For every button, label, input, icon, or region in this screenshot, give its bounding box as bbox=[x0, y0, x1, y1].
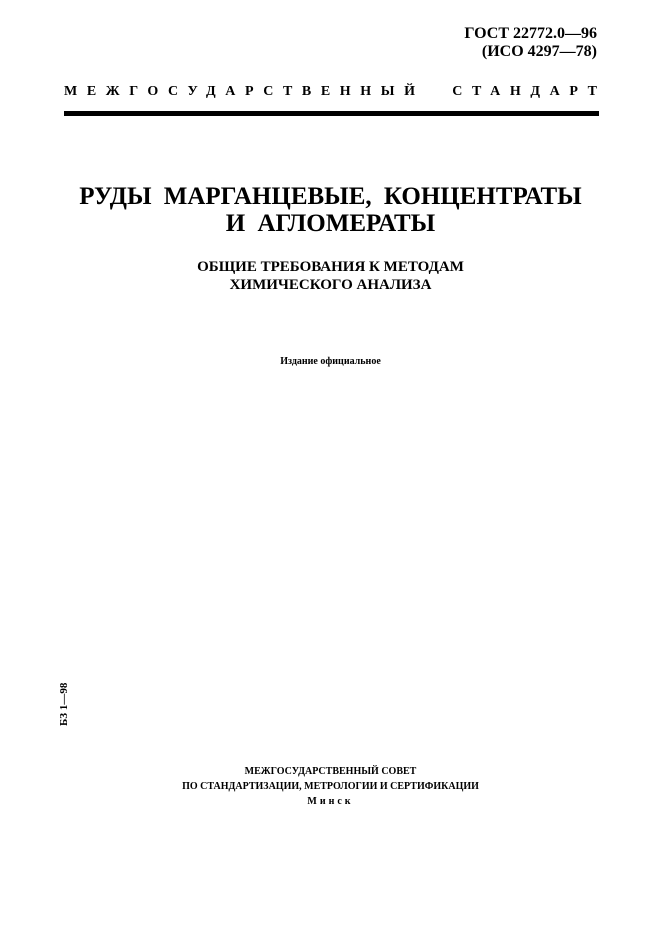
title-line-2: И АГЛОМЕРАТЫ bbox=[225, 210, 436, 237]
publisher-city: Минск bbox=[307, 796, 354, 807]
standard-type-label bbox=[64, 84, 607, 100]
iso-number: (ИСО 4297—78) bbox=[481, 43, 597, 60]
standard-type-word2: СТАНДАРТ bbox=[452, 84, 607, 99]
header-rule bbox=[64, 111, 599, 116]
subtitle-line-2: ХИМИЧЕСКОГО АНАЛИЗА bbox=[229, 277, 432, 293]
publisher-line-2: ПО СТАНДАРТИЗАЦИИ, МЕТРОЛОГИИ И СЕРТИФИКАЦИИ bbox=[182, 781, 479, 792]
edition-label: Издание официальное bbox=[280, 356, 381, 367]
subtitle-line-1: ОБЩИЕ ТРЕБОВАНИЯ К МЕТОДАМ bbox=[197, 259, 464, 275]
title-line-1: РУДЫ МАРГАНЦЕВЫЕ, КОНЦЕНТРАТЫ bbox=[79, 183, 582, 210]
publisher-block bbox=[0, 764, 661, 809]
document-title bbox=[40, 183, 621, 237]
gost-code-block bbox=[464, 25, 597, 61]
standard-type-word1: МЕЖГОСУДАРСТВЕННЫЙ bbox=[64, 84, 425, 99]
gost-number: ГОСТ 22772.0—96 bbox=[464, 25, 597, 42]
document-subtitle bbox=[40, 258, 621, 294]
side-code: БЗ 1—98 bbox=[58, 682, 70, 726]
publisher-line-1: МЕЖГОСУДАРСТВЕННЫЙ СОВЕТ bbox=[244, 766, 417, 777]
